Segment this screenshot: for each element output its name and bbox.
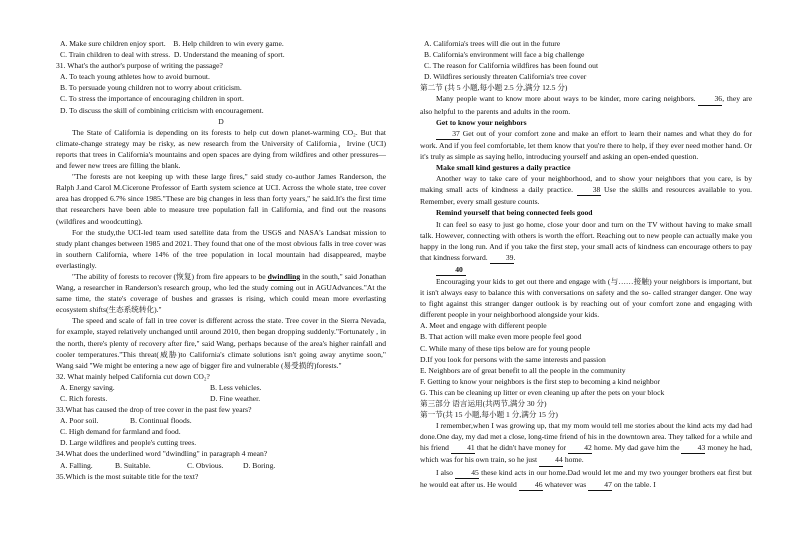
heading-40 xyxy=(420,264,752,276)
blank-37[interactable]: 37 xyxy=(436,128,460,140)
choice-d: D.If you look for persons with the same interests and passion xyxy=(420,354,606,364)
passage-paragraph-5: The speed and scale of fall in tree cover is different across the state. Tree cover in the Sierra Nevada, for example, stayed relatively unchanged until around 2010, then began dropping suddenly."Fortunately , in the north, there's plenty of recovery after fire," said Wang, perhaps because of the area's higher rainfall and cooler temperatures."This threat(威胁)to California's climate solutions isn't going away anytime soon," Wang said "We might be entering a new age of bigger fire and vulnerable (易受损的)forests." xyxy=(56,316,386,370)
paragraph-37-text: Get out of your comfort zone and make an effort to learn their names and what they do for work. And if you feel comfortable, let them know that you're there to help, if they ever need mother hand. Or it's truly as simple as saying hello, introducing yourself and asking an open-ended question. xyxy=(420,128,753,161)
paragraph-40: Encouraging your kids to get out there and engage with (与……接触) your neighbors is important, but it isn't always easy to balance this with conversations on safety and the so- called stranger danger. One way to fight against this stranger danger outlook is by reaching out of your comfort zone and engaging with different people in your neighborhood alongside your kids. xyxy=(420,276,752,320)
heading-small-gestures: Make small kind gestures a daily practice xyxy=(436,163,571,173)
blank-42[interactable]: 42 xyxy=(568,442,592,454)
paragraph-38-text-b: Use the skills and resources available to you. Remember, every small gesture counts. xyxy=(420,185,752,207)
option-d: D. Fine weather. xyxy=(210,394,261,403)
cloze-text: these kind acts in our home.Dad would let me and my two younger brothers eat first but he would eat after us. He would xyxy=(420,467,753,489)
left-column xyxy=(56,38,386,482)
blank-45[interactable]: 45 xyxy=(455,467,479,479)
blank-41[interactable]: 41 xyxy=(451,442,475,454)
q31-option-a: A. To teach young athletes how to avoid burnout. xyxy=(60,72,210,82)
paragraph-38 xyxy=(420,173,752,207)
cloze-text: on the table. I xyxy=(613,479,656,489)
q35-option-d: D. Wildfires seriously threaten California's tree cover xyxy=(424,72,587,82)
cloze-text: that he didn't have money for xyxy=(476,443,567,453)
blank-40[interactable]: 40 xyxy=(436,264,466,276)
option-a: A. Energy saving. xyxy=(60,382,115,392)
option-d: D. Understand the meaning of sport. xyxy=(173,50,285,60)
q33-option-d: D. Large wildfires and people's cutting trees. xyxy=(60,438,197,448)
q30-options-cd xyxy=(56,49,386,60)
option-d: D. Boring. xyxy=(243,460,276,470)
passage-paragraph-4: "The ability of forests to recover (恢复) from fire appears to be dwindling in the south," said Jonathan Wang, a researcher in Randerson's research group, who led the study coming out in AGUAdvances."At the same time, the state's coverage of bushes and grasses is rising, which could mean more everlasting ecosystem shifts(生态系统转化)." xyxy=(56,271,387,315)
q31-stem: 31. What's the author's purpose of writing the passage? xyxy=(56,61,223,71)
section1-title: 第一节(共 15 小题,每小题 1 分,满分 15 分) xyxy=(420,410,558,420)
option-a: A. Falling. xyxy=(60,460,93,470)
blank-39[interactable]: 39 xyxy=(490,252,514,264)
section2-title: 第二节 (共 5 小题,每小题 2.5 分,满分 12.5 分) xyxy=(420,83,568,93)
passage-paragraph-3: For the study,the UCI-led team used satellite data from the USGS and NASA's Landsat mission to study plant changes between 1985 and 2021. They found that one of the most obvious falls in tree cover was in southern California, where 14% of the tree population in local mountain had disappeared, maybe everlastingly. xyxy=(56,227,386,270)
cloze-text: home. My dad gave him the xyxy=(594,443,680,453)
part3-title: 第三部分 语言运用(共两节,满分 30 分) xyxy=(420,399,547,408)
option-b: B. Suitable. xyxy=(115,460,151,470)
heading-connected: Remind yourself that being connected feels good xyxy=(436,208,593,218)
cloze-text: money he had, which was for his own train, so he just xyxy=(420,443,753,465)
q33-option-c: C. High demand for farmland and food. xyxy=(60,427,181,437)
paragraph-38-text-a: Another way to take care of your neighborhood, and to show your neighbors that you care, is by making small acts of kindness a daily practice. xyxy=(420,174,752,195)
underlined-word-dwindling: dwindling xyxy=(267,271,301,281)
option-b: B. Continual floods. xyxy=(130,416,192,426)
blank-47[interactable]: 47 xyxy=(588,479,612,491)
choice-b: B. That action will make even more people feel good xyxy=(420,332,582,342)
choice-c: C. While many of these tips below are for young people xyxy=(420,343,591,353)
right-column xyxy=(420,38,752,491)
cloze-paragraph-1 xyxy=(420,420,752,466)
blank-43[interactable]: 43 xyxy=(681,442,705,454)
blank-46[interactable]: 46 xyxy=(519,479,543,491)
cloze-text: home. xyxy=(564,455,584,465)
choice-e: E. Neighbors are of great benefit to all the people in the community xyxy=(420,365,626,375)
option-c: C. Rich forests. xyxy=(60,394,108,403)
blank-36[interactable]: 36 xyxy=(698,93,722,105)
q33-options-ab xyxy=(56,415,386,426)
option-c: C. Obvious. xyxy=(187,460,224,470)
q34-options xyxy=(56,460,386,471)
choice-f: F. Getting to know your neighbors is the first step to becoming a kind neighbor xyxy=(420,376,661,386)
intro-paragraph: Many people want to know more about ways to be kinder, more caring neighbors. 36, they are also helpful to the parents and adults in the room. xyxy=(420,94,752,116)
option-a: A. Poor soil. xyxy=(60,416,99,426)
cloze-text: I remember,when I was growing up, that my mom would tell me stories about the kind acts my dad had done.One day, my dad met a close, long-time friend of his in the downtown area. They talked for a while and his friend xyxy=(420,421,752,453)
q32-stem: 32. What mainly helped California cut down CO₂? xyxy=(56,371,210,381)
cloze-text: whatever was xyxy=(544,479,587,489)
cloze-paragraph-2 xyxy=(420,467,752,491)
intro-tail: they are also helpful to the parents and adults in the room. xyxy=(420,94,752,116)
blank-44[interactable]: 44 xyxy=(539,454,563,466)
q35-option-a: A. California's trees will die out in the future xyxy=(424,39,561,48)
q35-option-b: B. California's environment will face a big challenge xyxy=(424,50,585,60)
q34-stem: 34.What does the underlined word "dwindling" in paragraph 4 mean? xyxy=(56,449,268,459)
blank-38[interactable]: 38 xyxy=(577,184,601,196)
paragraph-39-text: It can feel so easy to just go home, close your door and turn on the TV without having to make small talk. However, connecting with others is worth the effort. Reaching out to new people can actually make you happy in the long run. And if you take the first step, your small acts of kindness can encourage others to pay that kindness forward. xyxy=(420,219,752,262)
q31-option-c: C. To stress the importance of encouraging children in sport. xyxy=(60,94,244,104)
choice-a: A. Meet and engage with different people xyxy=(420,321,547,331)
section-letter: D xyxy=(218,116,224,126)
intro-text: Many people want to know more about ways to be kinder, more caring neighbors. xyxy=(436,94,696,104)
q30-options-ab xyxy=(56,38,386,49)
option-c: C. Train children to deal with stress. xyxy=(60,50,171,60)
q31-option-d: D. To discuss the skill of combining criticism with encouragement. xyxy=(60,105,264,115)
option-a: A. Make sure children enjoy sport. xyxy=(60,39,166,48)
q35-option-c: C. The reason for California wildfires has been found out xyxy=(424,61,599,71)
q35-stem: 35.Which is the most suitable title for the text? xyxy=(56,471,199,481)
passage-paragraph-2: "The forests are not keeping up with these large fires," said study co-author James Randerson, the Ralph J.and Carol M.Cicerone Professor of Earth system science at UCI. Across the whole state, tree cover area has dropped 6.7% since 1985."These are big changes in less than forty years," he said.It's the first time that researchers have been able to measure tree population fall in California, and find out the reasons (wildfires and woodcutting). xyxy=(56,172,386,226)
q33-stem: 33.What has caused the drop of tree cover in the past few years? xyxy=(56,405,252,415)
q32-options-cd xyxy=(56,393,386,404)
choice-g: G. This can be cleaning up litter or even cleaning up after the pets on your block xyxy=(420,387,665,397)
option-b: B. Less vehicles. xyxy=(210,382,262,392)
paragraph-39: It can feel so easy to just go home, close your door and turn on the TV without having to make small talk. However, connecting with others is worth the effort. Reaching out to new people can actually make you happy in the long run. And if you take the first step, your small acts of kindness can encourage others to pay that kindness forward. 39. xyxy=(420,219,752,264)
passage-paragraph-1: The State of California is depending on its forests to help cut down planet-warming CO₂. But that climate-change strategy may be risky, as new research from the University of California，Irvine (UCI) reports that trees in California's mountains and open spaces are dying from wildfires and other pressures—and fewer new trees are filling the blank. xyxy=(56,127,386,171)
option-b: B. Help children to win every game. xyxy=(173,39,284,48)
q32-options-ab xyxy=(56,382,386,393)
heading-get-to-know: Get to know your neighbors xyxy=(436,117,527,127)
paragraph-37 xyxy=(420,128,752,162)
q31-option-b: B. To persuade young children not to worry about criticism. xyxy=(60,83,242,93)
cloze-text: I also xyxy=(436,467,453,477)
